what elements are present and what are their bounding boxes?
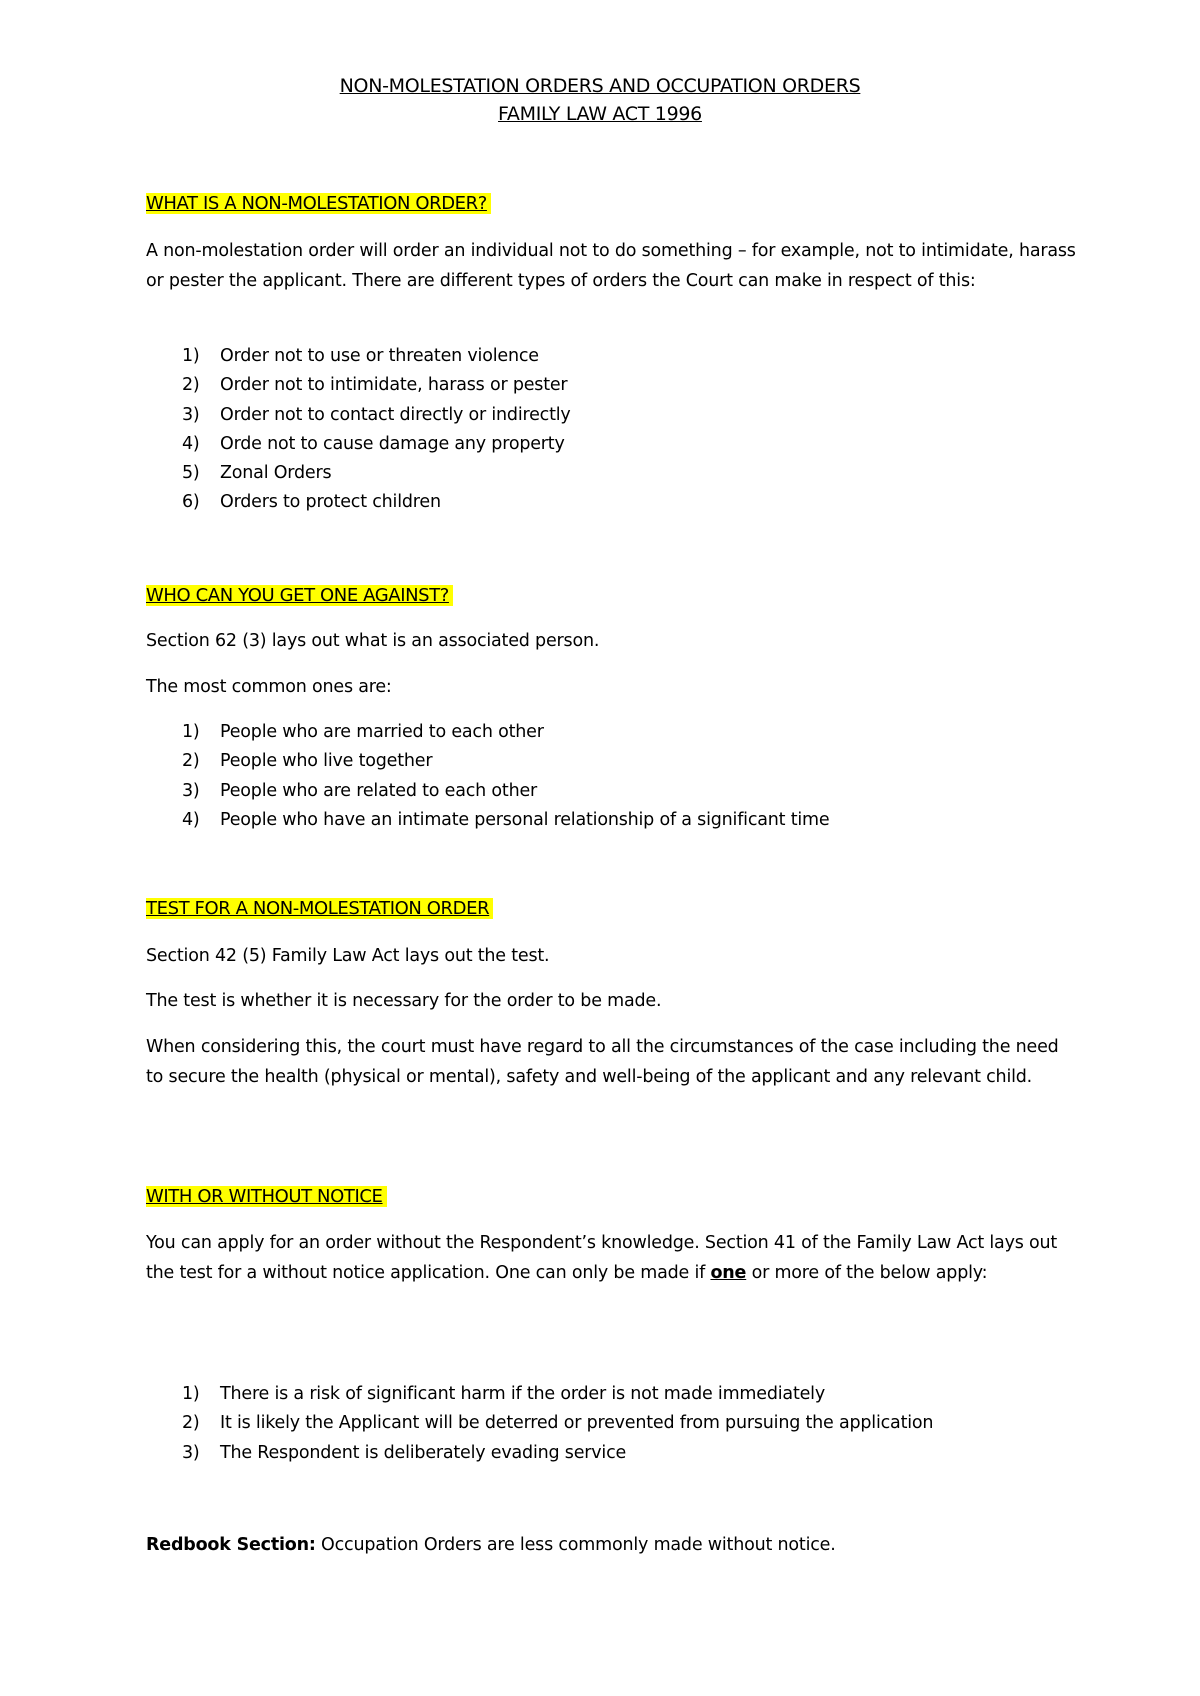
title-line-2: FAMILY LAW ACT 1996 bbox=[498, 103, 702, 125]
redbook-text: Occupation Orders are less commonly made without notice. bbox=[315, 1535, 836, 1555]
list-item: 6) Orders to protect children bbox=[182, 492, 441, 513]
section-heading-text: TEST FOR A NON-MOLESTATION ORDER bbox=[146, 898, 493, 919]
list-item: 2) It is likely the Applicant will be deterred or prevented from pursuing the application bbox=[182, 1413, 934, 1434]
document-title bbox=[0, 72, 1200, 128]
list-item: 1) People who are married to each other bbox=[182, 722, 544, 742]
section2-paragraph-1: Section 62 (3) lays out what is an associated person. bbox=[146, 631, 600, 651]
section4-paragraph: You can apply for an order without the Respondent’s knowledge. Section 41 of the Family Law Act lays out the test for a without notice application. One can only be made if one or more of the below apply: bbox=[146, 1233, 1058, 1283]
section-heading-notice bbox=[146, 1185, 387, 1209]
list-item: 5) Zonal Orders bbox=[182, 463, 332, 484]
redbook-note bbox=[146, 1531, 1076, 1561]
section3-paragraph-2: The test is whether it is necessary for the order to be made. bbox=[146, 991, 662, 1011]
section1-paragraph: A non-molestation order will order an individual not to do something – for example, not to intimidate, harass or pester the applicant. There are different types of orders the Court can make in respect of this: bbox=[146, 241, 1076, 291]
section-heading-text: WITH OR WITHOUT NOTICE bbox=[146, 1186, 387, 1207]
list-item: 3) People who are related to each other bbox=[182, 780, 538, 801]
list-item: 1) Order not to use or threaten violence bbox=[182, 346, 539, 366]
redbook-label: Redbook Section: bbox=[146, 1535, 316, 1555]
list-item: 2) Order not to intimidate, harass or pester bbox=[182, 375, 568, 396]
section-heading-text: WHO CAN YOU GET ONE AGAINST? bbox=[146, 585, 453, 606]
list-item: 4) People who have an intimate personal relationship of a significant time bbox=[182, 809, 830, 830]
list-item: 3) Order not to contact directly or indirectly bbox=[182, 404, 571, 425]
section-heading-text: WHAT IS A NON-MOLESTATION ORDER? bbox=[146, 193, 491, 214]
emphasis-one: one bbox=[710, 1262, 747, 1283]
section-heading-who-against bbox=[146, 584, 453, 608]
section3-paragraph-3: When considering this, the court must have regard to all the circumstances of the case including the need to secure the health (physical or mental), safety and well-being of the applicant and any relevant child. bbox=[146, 1037, 1059, 1087]
section2-paragraph-2: The most common ones are: bbox=[146, 677, 392, 697]
list-item: 3) The Respondent is deliberately evading service bbox=[182, 1442, 627, 1463]
title-line-1: NON-MOLESTATION ORDERS AND OCCUPATION ORDERS bbox=[339, 75, 861, 97]
section-heading-what-is bbox=[146, 192, 491, 216]
order-types-list bbox=[146, 342, 571, 518]
associated-persons-list bbox=[146, 718, 829, 835]
section3-paragraph-1: Section 42 (5) Family Law Act lays out the test. bbox=[146, 946, 550, 966]
list-item: 1) There is a risk of significant harm if the order is not made immediately bbox=[182, 1384, 825, 1404]
list-item: 4) Orde not to cause damage any property bbox=[182, 433, 565, 454]
without-notice-conditions-list bbox=[146, 1380, 933, 1468]
section-heading-test bbox=[146, 897, 493, 921]
list-item: 2) People who live together bbox=[182, 751, 433, 772]
